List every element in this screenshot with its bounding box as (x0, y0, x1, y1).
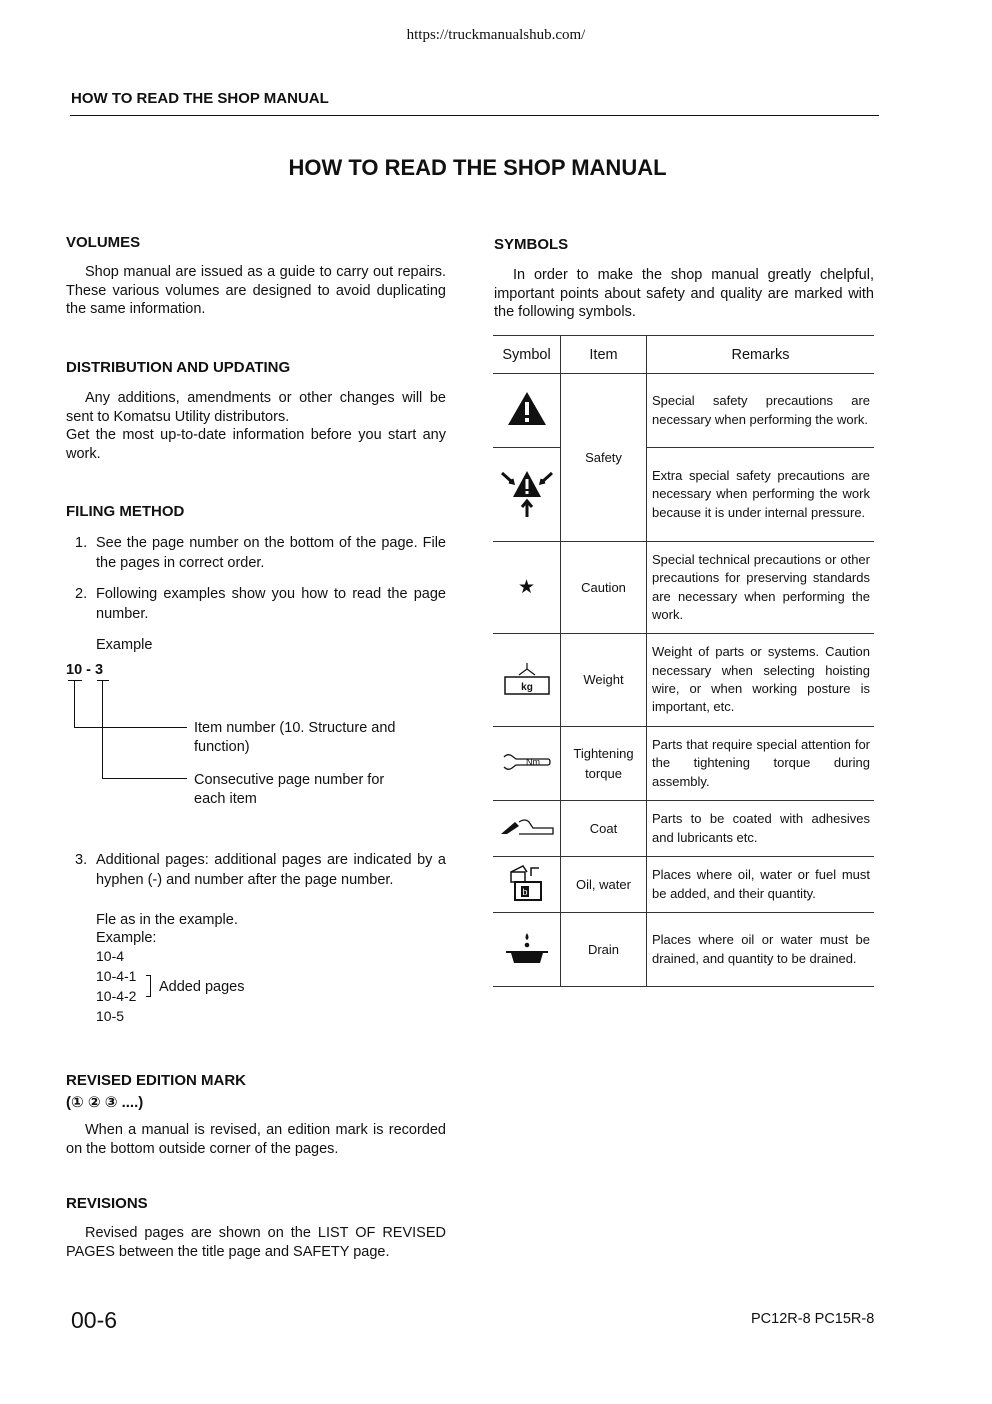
distribution-heading: DISTRIBUTION AND UPDATING (66, 359, 291, 376)
table-header-row (493, 336, 874, 374)
table-row (493, 913, 874, 987)
column-header-symbol: Symbol (493, 336, 561, 374)
warning-triangle-icon (506, 416, 548, 431)
diagram-tick-right (97, 680, 109, 681)
filing-heading: FILING METHOD (66, 503, 185, 520)
revisions-heading: REVISIONS (66, 1195, 148, 1212)
symbols-heading: SYMBOLS (494, 236, 569, 253)
svg-text:b: b (521, 887, 528, 897)
torque-wrench-icon (502, 757, 552, 776)
page-example: 10-4 (96, 948, 125, 964)
example-code-chapter: 10 (66, 662, 83, 678)
table-row (493, 727, 874, 801)
nm-label: Nm (525, 757, 540, 767)
page-example-list (96, 946, 136, 1026)
example-label: Example (96, 637, 153, 653)
source-url[interactable]: https://truckmanualshub.com/ (406, 27, 586, 43)
item-cell: Tightening torque (561, 727, 647, 801)
distribution-text-2: Get the most up-to-date information before you start any work. (66, 427, 446, 462)
item-cell: Caution (561, 542, 647, 634)
filing-item-2: Following examples show you how to read the page number. (96, 586, 446, 622)
symbol-cell (493, 857, 561, 913)
remark-cell: Extra special safety precautions are necessary when performing the work because it is under internal pressure. (647, 448, 875, 542)
item-cell: Coat (561, 801, 647, 857)
page-number: 00-6 (71, 1307, 118, 1333)
remark-cell: Places where oil, water or fuel must be added, and their quantity. (647, 857, 875, 913)
diagram-tick-left (68, 680, 82, 681)
revised-heading: REVISED EDITION MARK (66, 1072, 247, 1089)
page-example: 10-4-2 (96, 988, 137, 1004)
example2-label: Example: (96, 930, 157, 946)
diagram-line-page (102, 680, 103, 779)
item-cell: Drain (561, 913, 647, 987)
remark-cell: Parts to be coated with adhesives and lubricants etc. (647, 801, 875, 857)
added-pages-label: Added pages (159, 979, 245, 995)
remark-cell: Weight of parts or systems. Caution necessary when selecting hoisting wire, or when working posture is important, etc. (647, 634, 875, 727)
symbol-cell (493, 448, 561, 542)
model-name: PC12R-8 PC15R-8 (751, 1311, 875, 1327)
symbol-cell (493, 634, 561, 727)
example-page-code (66, 662, 103, 678)
item-cell: Oil, water (561, 857, 647, 913)
symbol-cell (493, 913, 561, 987)
revised-text: When a manual is revised, an edition mark is recorded on the bottom outside corner of the pages. (66, 1122, 446, 1157)
weight-kg-icon (503, 681, 551, 700)
example-code-page: 3 (95, 662, 104, 678)
revisions-text: Revised pages are shown on the LIST OF REVISED PAGES between the title page and SAFETY page. (66, 1225, 446, 1260)
table-row (493, 801, 874, 857)
running-header: HOW TO READ THE SHOP MANUAL (71, 90, 329, 107)
column-header-remarks: Remarks (647, 336, 875, 374)
remark-cell: Parts that require special attention for the tightening torque during assembly. (647, 727, 875, 801)
header-divider (70, 115, 879, 116)
symbol-cell (493, 542, 561, 634)
label-consecutive-page: Consecutive page number for each item (194, 772, 385, 807)
page-title: HOW TO READ THE SHOP MANUAL (288, 155, 667, 180)
column-header-item: Item (561, 336, 647, 374)
oil-water-can-icon (507, 887, 547, 905)
filing-item-3b: Fle as in the example. (96, 912, 238, 928)
filing-item-3-number: 3. (75, 852, 88, 868)
diagram-line-chapter (74, 680, 75, 728)
page-example: 10-4-1 (96, 968, 137, 984)
example-code-dash: - (86, 662, 92, 678)
filing-item-2-number: 2. (75, 586, 88, 602)
pressure-warning-icon (500, 506, 554, 521)
diagram-line-page-h (102, 778, 187, 779)
distribution-text-1: Any additions, amendments or other changes will be sent to Komatsu Utility distributors. (66, 390, 446, 425)
symbol-cell (493, 801, 561, 857)
filing-item-3: Additional pages: additional pages are indicated by a hyphen (-) and number after the page number. (96, 852, 446, 888)
remark-cell: Places where oil or water must be drained, and quantity to be drained. (647, 913, 875, 987)
item-cell: Weight (561, 634, 647, 727)
volumes-heading: VOLUMES (66, 234, 141, 251)
symbol-cell (493, 374, 561, 448)
label-item-number: Item number (10. Structure and function) (194, 720, 396, 755)
remark-cell: Special safety precautions are necessary when performing the work. (647, 374, 875, 448)
table-row (493, 634, 874, 727)
filing-item-1: See the page number on the bottom of the page. File the pages in correct order. (96, 535, 446, 571)
diagram-line-chapter-h (74, 727, 187, 728)
filing-item-1-number: 1. (75, 535, 88, 551)
coat-applicator-icon (499, 826, 555, 841)
symbols-intro: In order to make the shop manual greatly chelpful, important points about safety and quality are marked with the following symbols. (494, 267, 874, 320)
symbols-table (493, 335, 874, 987)
kg-label: kg (520, 681, 533, 693)
page-example: 10-5 (96, 1008, 125, 1024)
star-icon: ★ (517, 577, 536, 598)
revised-edition-marks: (① ② ③ ....) (66, 1094, 144, 1111)
table-row (493, 448, 874, 542)
added-pages-bracket (146, 975, 151, 997)
remark-cell: Special technical precautions or other precautions for preserving standards are necessary when performing the work. (647, 542, 875, 634)
symbol-cell (493, 727, 561, 801)
item-cell: Safety (561, 374, 647, 542)
table-row (493, 542, 874, 634)
table-row (493, 374, 874, 448)
volumes-text: Shop manual are issued as a guide to carry out repairs. These various volumes are designed to avoid duplicating the same information. (66, 264, 446, 317)
table-row (493, 857, 874, 913)
drain-icon (505, 953, 549, 968)
